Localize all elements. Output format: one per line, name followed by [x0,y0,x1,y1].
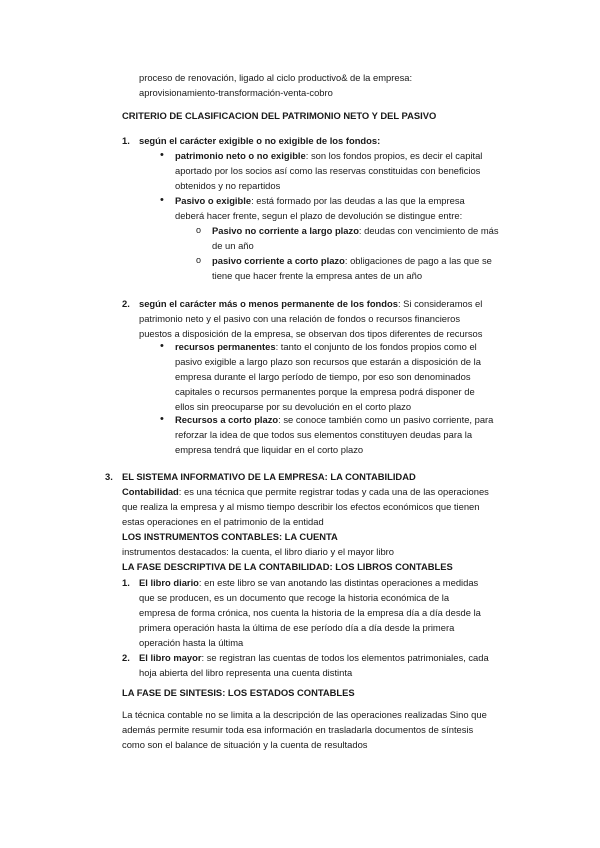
term: El libro diario [139,577,199,588]
circle-bullet-icon: o [196,255,202,265]
item1-sub1 [212,223,499,253]
text: reforzar la idea de que todos sus elementos constituyen deudas para la [175,429,473,440]
item1-bullet1 [175,148,482,193]
bullet-icon: • [160,413,164,425]
text: obtenidos y no repartidos [175,180,281,191]
fase-descriptiva-heading: LA FASE DESCRIPTIVA DE LA CONTABILIDAD: LOS LIBROS CONTABLES [122,561,453,572]
text: : en este libro se van anotando las distintas operaciones a medidas [198,577,479,588]
intro-line: aprovisionamiento-transformación-venta-cobro [139,87,333,98]
text: pasivo exigible a largo plazo son recursos que estarán a disposición de la [175,356,481,367]
text: ellos sin preocuparse por su devolución en el corto plazo [175,401,412,412]
text: deberá hacer frente, segun el plazo de devolución se distingue entre: [175,210,463,221]
text: capitales o recursos permanentes porque la empresa podrá disponer de [175,386,475,397]
heading-criterio: CRITERIO DE CLASIFICACION DEL PATRIMONIO NETO Y DEL PASIVO [122,110,437,121]
item1-title-text: según el carácter exigible o no exigible de los fondos [139,135,378,146]
term: patrimonio neto o no exigible [175,150,306,161]
term: Recursos a corto plazo [175,414,279,425]
text: hoja abierta del libro representa una cuenta distinta [139,667,353,678]
text: empresa durante el largo período de tiempo, por eso son denominados [175,371,471,382]
list-number: 2. [122,652,130,663]
term: pasivo corriente a corto plazo [212,255,345,266]
text: aportado por los socios así como las reservas constituidas con beneficios [175,165,481,176]
text: de un año [212,240,254,251]
text: : es una técnica que permite registrar todas y cada una de las operaciones [178,486,489,497]
text: que realiza la empresa y al mismo tiempo describir los efectos económicos que tienen [122,501,480,512]
libro-mayor [139,650,489,680]
section3 [122,469,489,574]
text: : son los fondos propios, es decir el capital [305,150,483,161]
bullet-icon: • [160,340,164,352]
bullet-icon: • [160,149,164,161]
text: como son el balance de situación y la cuenta de resultados [122,739,368,750]
text: estas operaciones en el patrimonio de la entidad [122,516,324,527]
section-number: 3. [105,471,113,482]
text: : deudas con vencimiento de más [358,225,499,236]
item2-title: según el carácter más o menos permanente de los fondos [139,298,398,309]
sintesis-heading: LA FASE DE SINTESIS: LOS ESTADOS CONTABLES [122,687,355,698]
term: Contabilidad [122,486,179,497]
text: puestos a disposición de la empresa, se observan dos tipos diferentes de recursos [139,328,483,339]
text: patrimonio neto y el pasivo con una relación de fondos o recursos financieros [139,313,461,324]
item1-title [139,133,380,148]
libro-diario [139,575,481,650]
text: : se registran las cuentas de todos los elementos patrimoniales, cada [201,652,489,663]
sintesis-paragraph [122,707,487,752]
text: empresa tendrá que liquidar en el corto plazo [175,444,364,455]
text: que se producen, es un documento que recoge la historia económica de la [139,592,450,603]
item1-sub2 [212,253,492,283]
term: Pasivo o exigible [175,195,252,206]
text: : obligaciones de pago a las que se [344,255,492,266]
intro-line: proceso de renovación, ligado al ciclo productivo& de la empresa: [139,72,413,83]
text: empresa de forma crónica, nos cuenta la historia de la empresa día a día desde la [139,607,481,618]
bullet-icon: • [160,194,164,206]
text: además permite resumir toda esa información en trasladarla documentos de síntesis [122,724,474,735]
term: Pasivo no corriente a largo plazo [212,225,359,236]
term: El libro mayor [139,652,202,663]
section3-title: EL SISTEMA INFORMATIVO DE LA EMPRESA: LA CONTABILIDAD [122,471,416,482]
text: : Si consideramos el [397,298,483,309]
term: recursos permanentes [175,341,276,352]
item2-bullet2 [175,412,493,457]
text: La técnica contable no se limita a la descripción de las operaciones realizadas Sino que [122,709,487,720]
text: : está formado por las deudas a las que la empresa [251,195,465,206]
list-number: 2. [122,298,130,309]
text: tiene que hacer frente la empresa antes de un año [212,270,423,281]
item2-bullet1 [175,339,481,414]
list-number: 1. [122,135,130,146]
item2-paragraph [139,296,482,341]
instruments-heading: LOS INSTRUMENTOS CONTABLES: LA CUENTA [122,531,338,542]
list-number: 1. [122,577,130,588]
item1-bullet2 [175,193,465,223]
text: : tanto el conjunto de los fondos propios como el [275,341,477,352]
text: primera operación hasta la última de ese período día a día desde la primera [139,622,455,633]
text: : se conoce también como un pasivo corriente, para [278,414,494,425]
instruments-text: instrumentos destacados: la cuenta, el libro diario y el mayor libro [122,546,395,557]
text: operación hasta la última [139,637,244,648]
circle-bullet-icon: o [196,225,202,235]
intro-paragraph [139,70,412,100]
item1-title-suffix: : [377,135,381,146]
